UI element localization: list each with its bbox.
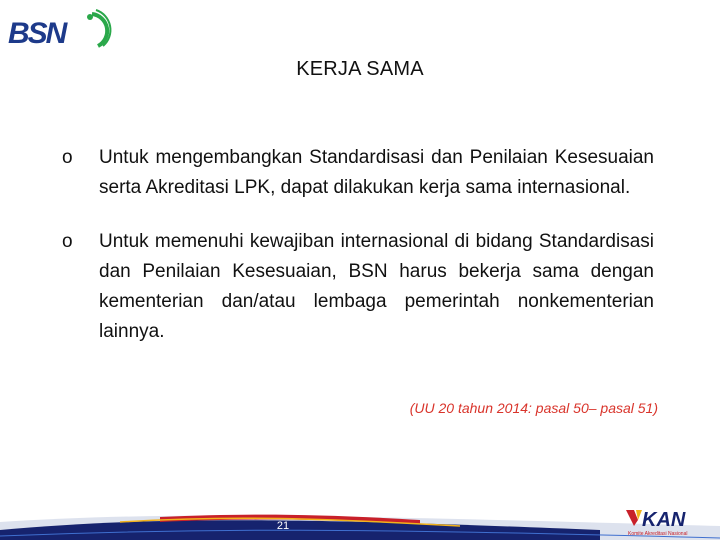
bullet-list <box>62 143 654 371</box>
legal-citation: (UU 20 tahun 2014: pasal 50– pasal 51) <box>409 400 658 416</box>
bsn-logo-text: BSN <box>8 17 66 50</box>
bullet-marker: o <box>62 147 73 168</box>
bullet-item <box>62 227 654 347</box>
slide-title: KERJA SAMA <box>296 58 424 80</box>
bullet-text: Untuk mengembangkan Standardisasi dan Penilaian Kesesuaian serta Akreditasi LPK, dapat dilakukan kerja sama internasional. <box>99 147 654 198</box>
kan-logo <box>622 498 714 538</box>
bullet-marker: o <box>62 231 73 252</box>
bullet-text: Untuk memenuhi kewajiban internasional di bidang Standardisasi dan Penilaian Kesesuaian, BSN harus bekerja sama dengan kementerian dan/atau lembaga pemerintah nonkementerian lainnya. <box>99 231 654 342</box>
kan-logo-text: KAN <box>642 509 686 531</box>
bullet-item <box>62 143 654 203</box>
bsn-logo <box>6 6 114 52</box>
footer-swoosh <box>0 500 720 540</box>
kan-logo-tagline: Komite Akreditasi Nasional <box>628 531 688 537</box>
page-number: 21 <box>276 520 290 532</box>
